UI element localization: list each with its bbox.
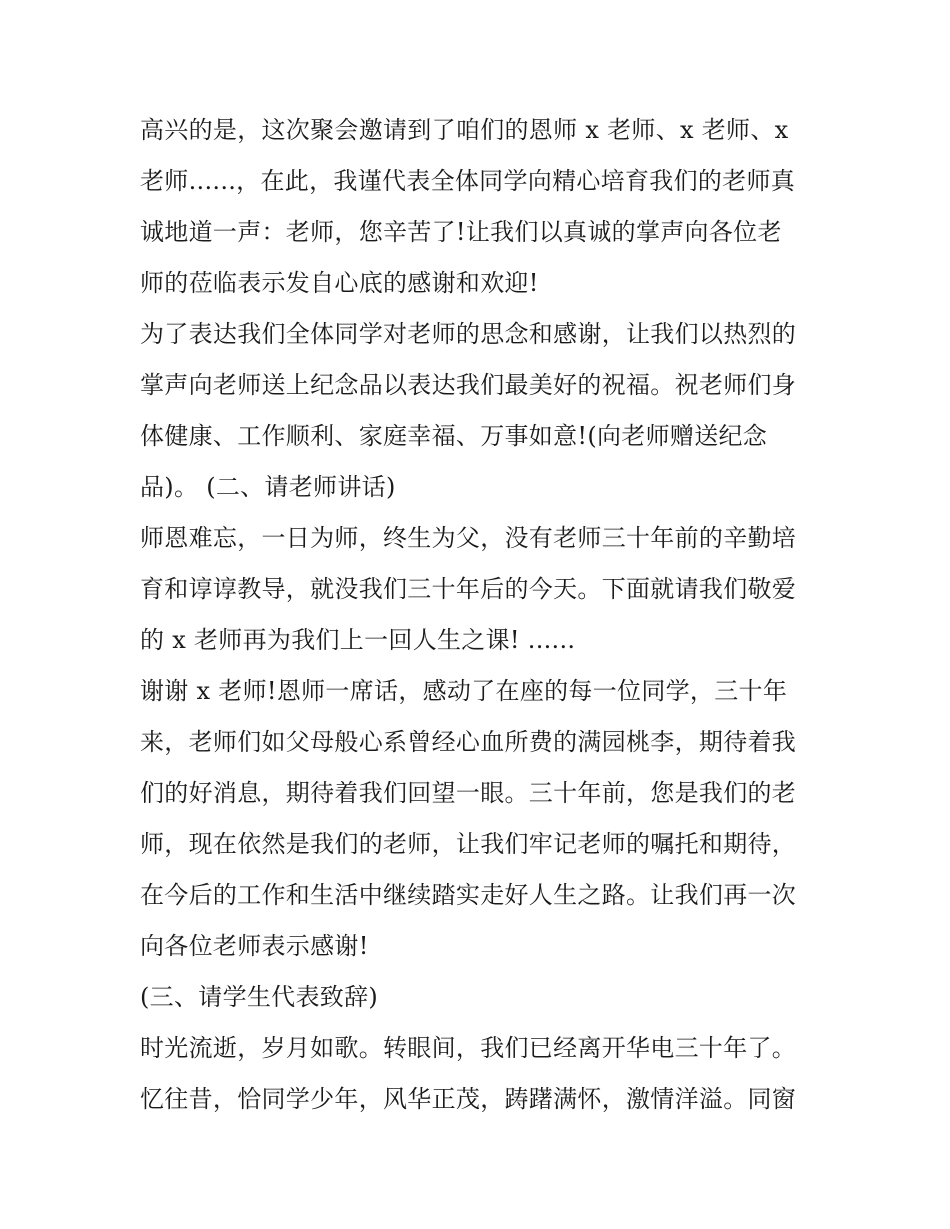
text-line: 来，老师们如父母般心系曾经心血所费的满园桃李，期待着我: [140, 728, 797, 756]
text-line: 高兴的是，这次聚会邀请到了咱们的恩师 x 老师、x 老师、x: [140, 116, 789, 144]
text-line: 品)。 (二、请老师讲话): [140, 473, 396, 501]
text-line: 的 x 老师再为我们上一回人生之课! ......: [140, 626, 576, 654]
text-line: 为了表达我们全体同学对老师的思念和感谢，让我们以热烈的: [140, 320, 797, 348]
text-line: 体健康、工作顺利、家庭幸福、万事如意!(向老师赠送纪念: [140, 422, 768, 450]
text-line: 在今后的工作和生活中继续踏实走好人生之路。让我们再一次: [140, 881, 797, 909]
text-line: 育和谆谆教导，就没我们三十年后的今天。下面就请我们敬爱: [140, 575, 797, 603]
text-line: 们的好消息，期待着我们回望一眼。三十年前，您是我们的老: [140, 779, 797, 807]
document-body: [140, 105, 820, 1125]
text-line: 诚地道一声：老师，您辛苦了!让我们以真诚的掌声向各位老: [140, 218, 782, 246]
text-line: 谢谢 x 老师!恩师一席话，感动了在座的每一位同学，三十年: [140, 677, 788, 705]
text-line: 掌声向老师送上纪念品以表达我们最美好的祝福。祝老师们身: [140, 371, 797, 399]
text-line: 忆往昔，恰同学少年，风华正茂，踌躇满怀，激情洋溢。同窗: [140, 1085, 797, 1113]
text-line: (三、请学生代表致辞): [140, 983, 379, 1011]
text-line: 师恩难忘，一日为师，终生为父，没有老师三十年前的辛勤培: [140, 524, 797, 552]
text-line: 师的莅临表示发自心底的感谢和欢迎!: [140, 269, 539, 297]
text-line: 时光流逝，岁月如歌。转眼间，我们已经离开华电三十年了。: [140, 1034, 797, 1062]
text-line: 师，现在依然是我们的老师，让我们牢记老师的嘱托和期待，: [140, 830, 797, 858]
text-line: 老师......，在此，我谨代表全体同学向精心培育我们的老师真: [140, 167, 796, 195]
text-line: 向各位老师表示感谢!: [140, 932, 369, 960]
